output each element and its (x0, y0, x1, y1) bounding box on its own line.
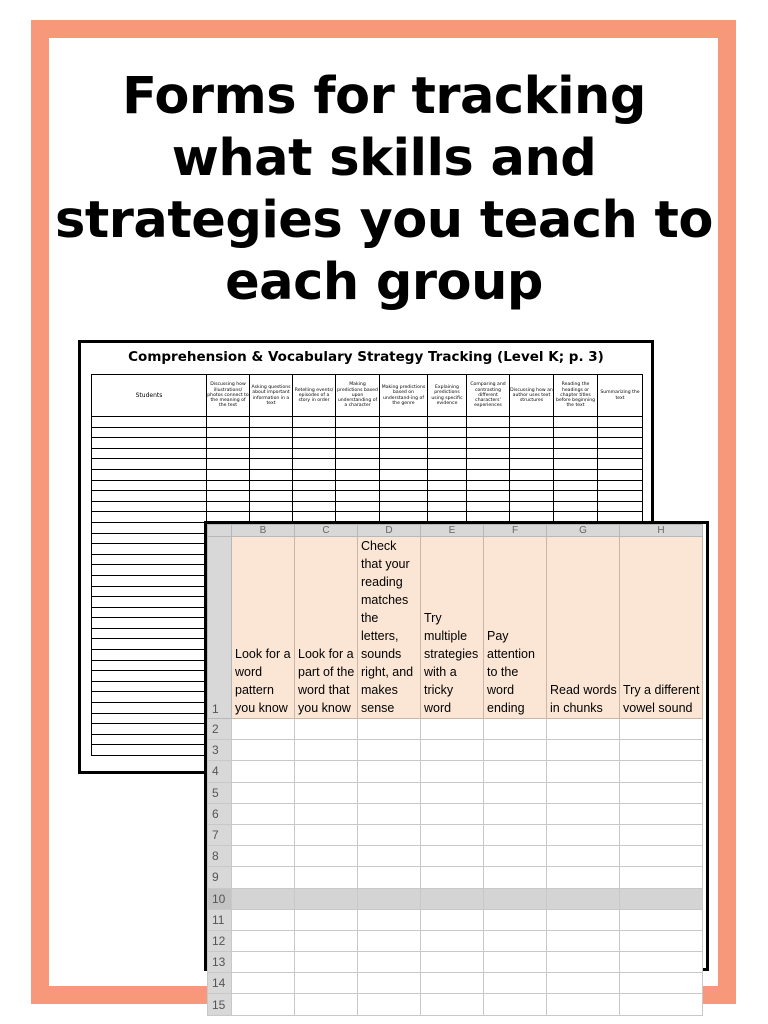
student-name-cell (92, 724, 207, 735)
tracking-row (92, 438, 643, 449)
spreadsheet-cell[interactable] (620, 846, 703, 867)
spreadsheet-row[interactable] (208, 803, 703, 824)
spreadsheet-cell[interactable] (484, 824, 547, 845)
spreadsheet-cell[interactable] (484, 740, 547, 761)
tracking-cell (207, 491, 250, 502)
tracking-cell (598, 501, 643, 512)
tracking-cell (293, 417, 336, 428)
tracking-row (92, 417, 643, 428)
tracking-cell (336, 459, 380, 470)
tracking-cell (336, 491, 380, 502)
spreadsheet-cell[interactable] (421, 930, 484, 951)
spreadsheet-cell[interactable] (295, 740, 358, 761)
tracking-cell (510, 459, 554, 470)
spreadsheet-cell[interactable] (484, 994, 547, 1015)
column-letter: F (484, 525, 547, 537)
headline-line: what skills and (171, 129, 597, 188)
tracking-cell (510, 491, 554, 502)
spreadsheet-cell[interactable] (484, 867, 547, 888)
tracking-column-header: Comparing and contrasting different characters' experiences (467, 375, 510, 417)
tracking-row (92, 480, 643, 491)
tracking-cell (467, 469, 510, 480)
headline-line: Forms for tracking (122, 67, 646, 126)
row-number[interactable]: 7 (208, 824, 232, 845)
tracking-cell (293, 480, 336, 491)
headline-line: strategies you teach to (55, 191, 713, 250)
tracking-cell (293, 427, 336, 438)
row-number: 1 (208, 537, 232, 719)
spreadsheet-row[interactable] (208, 867, 703, 888)
spreadsheet-cell[interactable] (620, 888, 703, 909)
spreadsheet-cell[interactable] (547, 867, 620, 888)
spreadsheet-cell[interactable] (547, 824, 620, 845)
tracking-row (92, 501, 643, 512)
tracking-cell (250, 469, 293, 480)
spreadsheet-row[interactable] (208, 846, 703, 867)
student-name-cell (92, 745, 207, 756)
spreadsheet-cell[interactable] (547, 740, 620, 761)
tracking-cell (510, 427, 554, 438)
headline (36, 66, 732, 314)
spreadsheet-cell[interactable] (484, 782, 547, 803)
spreadsheet-cell[interactable] (620, 994, 703, 1015)
tracking-cell (510, 438, 554, 449)
column-letter: E (421, 525, 484, 537)
spreadsheet-row[interactable] (208, 930, 703, 951)
tracking-cell (467, 417, 510, 428)
tracking-column-header: Explaining predictions using specific evidence (428, 375, 467, 417)
spreadsheet-cell[interactable] (421, 973, 484, 994)
tracking-cell (554, 501, 598, 512)
students-header: Students (92, 375, 207, 417)
spreadsheet-cell[interactable] (232, 930, 295, 951)
spreadsheet-cell[interactable] (295, 994, 358, 1015)
tracking-cell (428, 417, 467, 428)
spreadsheet-cell[interactable] (484, 888, 547, 909)
tracking-cell (428, 427, 467, 438)
tracking-cell (467, 448, 510, 459)
spreadsheet-cell[interactable] (620, 740, 703, 761)
tracking-cell (250, 427, 293, 438)
spreadsheet-cell[interactable] (295, 973, 358, 994)
tracking-cell (554, 459, 598, 470)
tracking-cell (554, 427, 598, 438)
student-name-cell (92, 544, 207, 555)
tracking-cell (250, 438, 293, 449)
spreadsheet-row[interactable] (208, 909, 703, 930)
student-name-cell (92, 671, 207, 682)
column-letter-row (208, 525, 703, 537)
spreadsheet-cell[interactable] (358, 846, 421, 867)
spreadsheet-cell[interactable] (358, 952, 421, 973)
spreadsheet-cell[interactable] (295, 846, 358, 867)
spreadsheet-cell[interactable] (232, 888, 295, 909)
row-number[interactable]: 9 (208, 867, 232, 888)
tracking-cell (380, 438, 428, 449)
tracking-cell (554, 448, 598, 459)
tracking-cell (380, 459, 428, 470)
spreadsheet-cell[interactable] (547, 719, 620, 740)
tracking-cell (207, 438, 250, 449)
spreadsheet-cell[interactable] (620, 952, 703, 973)
strategy-header-cell: Look for a part of the word that you know (295, 537, 358, 719)
tracking-cell (554, 480, 598, 491)
spreadsheet-cell[interactable] (295, 782, 358, 803)
tracking-cell (250, 480, 293, 491)
tracking-cell (336, 438, 380, 449)
spreadsheet-cell[interactable] (547, 994, 620, 1015)
spreadsheet-cell[interactable] (620, 782, 703, 803)
tracking-cell (380, 491, 428, 502)
spreadsheet-cell[interactable] (232, 867, 295, 888)
strategy-header-cell: Look for a word pattern you know (232, 537, 295, 719)
tracking-cell (336, 469, 380, 480)
tracking-cell (293, 491, 336, 502)
tracking-row (92, 427, 643, 438)
spreadsheet-cell[interactable] (620, 930, 703, 951)
tracking-cell (428, 459, 467, 470)
spreadsheet-cell[interactable] (421, 846, 484, 867)
spreadsheet-preview (204, 521, 709, 1012)
spreadsheet-cell[interactable] (547, 803, 620, 824)
strategy-header-cell: Pay attention to the word ending (484, 537, 547, 719)
spreadsheet-cell[interactable] (547, 930, 620, 951)
student-name-cell (92, 713, 207, 724)
tracking-cell (598, 448, 643, 459)
tracking-cell (554, 469, 598, 480)
tracking-cell (467, 501, 510, 512)
student-name-cell (92, 639, 207, 650)
tracking-cell (207, 427, 250, 438)
column-letter: C (295, 525, 358, 537)
spreadsheet-cell[interactable] (295, 761, 358, 782)
tracking-cell (336, 448, 380, 459)
spreadsheet-cell[interactable] (421, 824, 484, 845)
spreadsheet-cell[interactable] (484, 846, 547, 867)
tracking-cell (510, 480, 554, 491)
spreadsheet-cell[interactable] (484, 803, 547, 824)
spreadsheet-cell[interactable] (232, 782, 295, 803)
tracking-cell (250, 491, 293, 502)
spreadsheet-cell[interactable] (295, 909, 358, 930)
spreadsheet-cell[interactable] (484, 909, 547, 930)
row-number[interactable]: 11 (208, 909, 232, 930)
tracking-column-header: Making predictions based on understand-ing of the genre (380, 375, 428, 417)
tracking-header-row (92, 375, 643, 417)
tracking-sheet-title: Comprehension & Vocabulary Strategy Tracking (Level K; p. 3) (128, 349, 604, 365)
spreadsheet-row[interactable] (208, 782, 703, 803)
tracking-column-header: Asking questions about important information in a text (250, 375, 293, 417)
spreadsheet-cell[interactable] (358, 909, 421, 930)
spreadsheet-cell[interactable] (358, 973, 421, 994)
row-number[interactable]: 2 (208, 719, 232, 740)
student-name-cell (92, 650, 207, 661)
spreadsheet-cell[interactable] (358, 782, 421, 803)
tracking-cell (336, 480, 380, 491)
student-name-cell (92, 459, 207, 470)
spreadsheet-cell[interactable] (620, 867, 703, 888)
spreadsheet-cell[interactable] (358, 719, 421, 740)
row-number[interactable]: 14 (208, 973, 232, 994)
spreadsheet-cell[interactable] (620, 909, 703, 930)
student-name-cell (92, 533, 207, 544)
student-name-cell (92, 734, 207, 745)
student-name-cell (92, 501, 207, 512)
tracking-cell (207, 480, 250, 491)
student-name-cell (92, 512, 207, 523)
tracking-cell (380, 469, 428, 480)
tracking-cell (598, 469, 643, 480)
tracking-cell (428, 480, 467, 491)
spreadsheet-row[interactable] (208, 994, 703, 1015)
strategy-header-cell: Read words in chunks (547, 537, 620, 719)
row-number[interactable]: 6 (208, 803, 232, 824)
student-name-cell (92, 586, 207, 597)
student-name-cell (92, 628, 207, 639)
spreadsheet-cell[interactable] (547, 761, 620, 782)
spreadsheet-cell[interactable] (232, 719, 295, 740)
spreadsheet-cell[interactable] (421, 761, 484, 782)
row-number[interactable]: 8 (208, 846, 232, 867)
spreadsheet-cell[interactable] (295, 824, 358, 845)
tracking-cell (598, 480, 643, 491)
tracking-cell (554, 417, 598, 428)
tracking-cell (207, 459, 250, 470)
spreadsheet-cell[interactable] (620, 973, 703, 994)
tracking-cell (428, 438, 467, 449)
spreadsheet-cell[interactable] (421, 719, 484, 740)
spreadsheet-body (208, 719, 703, 1016)
tracking-row (92, 491, 643, 502)
spreadsheet-cell[interactable] (232, 740, 295, 761)
column-letter: B (232, 525, 295, 537)
spreadsheet-cell[interactable] (421, 740, 484, 761)
tracking-cell (336, 501, 380, 512)
spreadsheet-cell[interactable] (358, 888, 421, 909)
spreadsheet-cell[interactable] (484, 761, 547, 782)
student-name-cell (92, 480, 207, 491)
row-number[interactable]: 3 (208, 740, 232, 761)
tracking-cell (250, 459, 293, 470)
tracking-cell (293, 501, 336, 512)
tracking-cell (380, 417, 428, 428)
spreadsheet-cell[interactable] (547, 952, 620, 973)
student-name-cell (92, 438, 207, 449)
spreadsheet-cell[interactable] (421, 994, 484, 1015)
spreadsheet-cell[interactable] (484, 952, 547, 973)
spreadsheet-cell[interactable] (358, 930, 421, 951)
column-letter: H (620, 525, 703, 537)
spreadsheet-cell[interactable] (547, 909, 620, 930)
student-name-cell (92, 618, 207, 629)
tracking-cell (467, 438, 510, 449)
student-name-cell (92, 448, 207, 459)
spreadsheet-grid (207, 524, 703, 1016)
tracking-cell (467, 480, 510, 491)
student-name-cell (92, 469, 207, 480)
tracking-cell (598, 427, 643, 438)
student-name-cell (92, 575, 207, 586)
spreadsheet-row[interactable] (208, 973, 703, 994)
student-name-cell (92, 565, 207, 576)
tracking-cell (428, 448, 467, 459)
column-letter: G (547, 525, 620, 537)
tracking-column-header: Summarizing the text (598, 375, 643, 417)
spreadsheet-cell[interactable] (421, 867, 484, 888)
tracking-row (92, 469, 643, 480)
spreadsheet-cell[interactable] (232, 909, 295, 930)
spreadsheet-cell[interactable] (620, 761, 703, 782)
tracking-cell (598, 417, 643, 428)
tracking-cell (380, 480, 428, 491)
headline-line: each group (225, 253, 543, 312)
spreadsheet-cell[interactable] (295, 803, 358, 824)
spreadsheet-cell[interactable] (421, 803, 484, 824)
spreadsheet-cell[interactable] (620, 803, 703, 824)
tracking-cell (380, 427, 428, 438)
row-number[interactable]: 15 (208, 994, 232, 1015)
student-name-cell (92, 607, 207, 618)
tracking-cell (598, 438, 643, 449)
tracking-cell (510, 448, 554, 459)
tracking-cell (293, 469, 336, 480)
spreadsheet-cell[interactable] (421, 952, 484, 973)
spreadsheet-cell[interactable] (295, 930, 358, 951)
spreadsheet-row[interactable] (208, 952, 703, 973)
tracking-column-header: Discussing how illustrations/ photos connect to the meaning of the text (207, 375, 250, 417)
spreadsheet-cell[interactable] (232, 824, 295, 845)
tracking-cell (510, 469, 554, 480)
spreadsheet-cell[interactable] (421, 782, 484, 803)
spreadsheet-cell[interactable] (620, 719, 703, 740)
spreadsheet-cell[interactable] (484, 930, 547, 951)
tracking-cell (467, 491, 510, 502)
tracking-row (92, 448, 643, 459)
tracking-cell (428, 491, 467, 502)
row-number[interactable]: 13 (208, 952, 232, 973)
tracking-row (92, 459, 643, 470)
row-number[interactable]: 12 (208, 930, 232, 951)
tracking-cell (293, 459, 336, 470)
tracking-cell (510, 501, 554, 512)
spreadsheet-cell[interactable] (358, 740, 421, 761)
spreadsheet-cell[interactable] (421, 888, 484, 909)
spreadsheet-cell[interactable] (547, 973, 620, 994)
student-name-cell (92, 522, 207, 533)
tracking-cell (336, 417, 380, 428)
spreadsheet-cell[interactable] (358, 824, 421, 845)
row-number[interactable]: 5 (208, 782, 232, 803)
tracking-cell (598, 491, 643, 502)
student-name-cell (92, 554, 207, 565)
spreadsheet-cell[interactable] (358, 994, 421, 1015)
tracking-cell (598, 459, 643, 470)
spreadsheet-cell[interactable] (295, 867, 358, 888)
spreadsheet-cell[interactable] (358, 867, 421, 888)
row-number[interactable]: 4 (208, 761, 232, 782)
spreadsheet-cell[interactable] (547, 888, 620, 909)
select-all-corner (208, 525, 232, 537)
tracking-cell (380, 501, 428, 512)
student-name-cell (92, 491, 207, 502)
spreadsheet-header-row (208, 537, 703, 719)
spreadsheet-row[interactable] (208, 824, 703, 845)
spreadsheet-cell[interactable] (547, 846, 620, 867)
tracking-cell (250, 417, 293, 428)
tracking-cell (380, 448, 428, 459)
spreadsheet-row[interactable] (208, 761, 703, 782)
spreadsheet-row[interactable] (208, 740, 703, 761)
tracking-cell (428, 469, 467, 480)
row-number[interactable]: 10 (208, 888, 232, 909)
strategy-header-cell: Try a different vowel sound (620, 537, 703, 719)
spreadsheet-cell[interactable] (484, 719, 547, 740)
spreadsheet-cell[interactable] (232, 846, 295, 867)
student-name-cell (92, 681, 207, 692)
tracking-cell (207, 501, 250, 512)
spreadsheet-cell[interactable] (232, 803, 295, 824)
spreadsheet-cell[interactable] (484, 973, 547, 994)
tracking-cell (207, 448, 250, 459)
tracking-cell (554, 438, 598, 449)
spreadsheet-cell[interactable] (295, 719, 358, 740)
tracking-column-header: Discussing how an author uses text structures (510, 375, 554, 417)
spreadsheet-cell[interactable] (421, 909, 484, 930)
spreadsheet-cell[interactable] (232, 994, 295, 1015)
student-name-cell (92, 703, 207, 714)
spreadsheet-cell[interactable] (295, 888, 358, 909)
tracking-cell (207, 417, 250, 428)
student-name-cell (92, 427, 207, 438)
tracking-cell (250, 501, 293, 512)
student-name-cell (92, 692, 207, 703)
tracking-cell (467, 427, 510, 438)
spreadsheet-cell[interactable] (620, 824, 703, 845)
spreadsheet-cell[interactable] (232, 973, 295, 994)
selected-row[interactable] (208, 888, 703, 909)
column-letter: D (358, 525, 421, 537)
student-name-cell (92, 660, 207, 671)
student-name-cell (92, 417, 207, 428)
tracking-cell (207, 469, 250, 480)
tracking-cell (336, 427, 380, 438)
tracking-cell (293, 448, 336, 459)
strategy-header-cell: Check that your reading matches the letters, sounds right, and makes sense (358, 537, 421, 719)
spreadsheet-cell[interactable] (232, 761, 295, 782)
tracking-cell (293, 438, 336, 449)
tracking-cell (467, 459, 510, 470)
tracking-cell (250, 448, 293, 459)
spreadsheet-cell[interactable] (358, 803, 421, 824)
tracking-cell (554, 491, 598, 502)
spreadsheet-cell[interactable] (358, 761, 421, 782)
tracking-cell (510, 417, 554, 428)
tracking-cell (428, 501, 467, 512)
spreadsheet-cell[interactable] (232, 952, 295, 973)
spreadsheet-cell[interactable] (295, 952, 358, 973)
strategy-header-cell: Try multiple strategies with a tricky word (421, 537, 484, 719)
tracking-column-header: Reading the headings or chapter titles before beginning the text (554, 375, 598, 417)
tracking-column-header: Making predictions based upon understanding of a character (336, 375, 380, 417)
tracking-column-header: Retelling events/ episodes of a story in order (293, 375, 336, 417)
spreadsheet-row[interactable] (208, 719, 703, 740)
student-name-cell (92, 597, 207, 608)
spreadsheet-cell[interactable] (547, 782, 620, 803)
